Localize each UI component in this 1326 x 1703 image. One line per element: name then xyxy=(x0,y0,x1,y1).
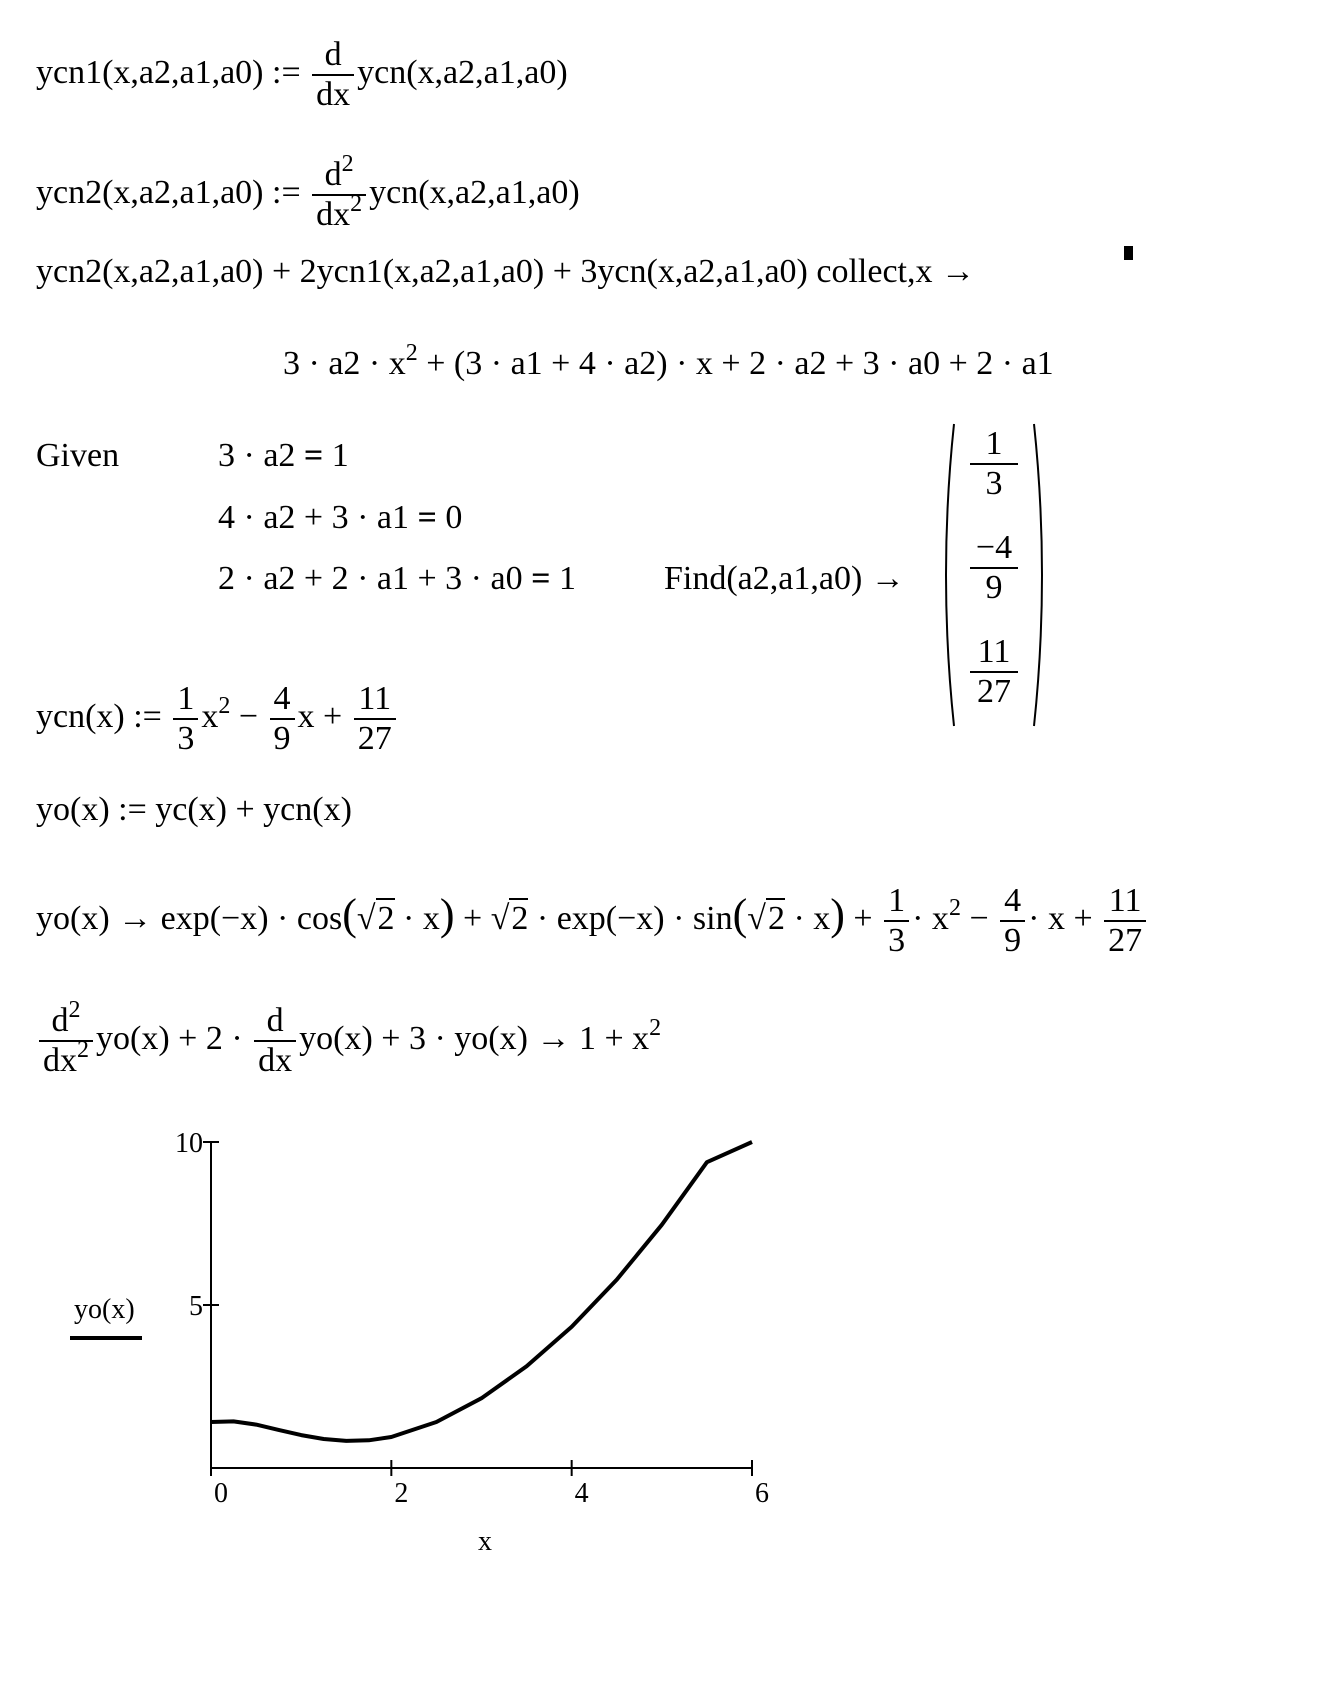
yo-evaluation: yo(x) → exp(−x) · cos(√2 · x) + √2 · exp(−x) · sin(√2 · x) + $\frac{1}{3}$ · $x^2$ − $\frac{4}{9}$ · x + $\frac{11}{27}$ xyxy=(36,882,1149,960)
x-axis-label: x xyxy=(478,1526,492,1557)
series-line-yo xyxy=(211,1142,752,1441)
ycn1-lhs: ycn1(x,a2,a1,a0) := xyxy=(36,53,301,91)
ycn-definition: ycn(x) := $\frac{1}{3}$ $x^2$ − $\frac{4}{9}$ x + $\frac{11}{27}$ xyxy=(36,680,399,758)
derivative-operator: $\frac{d}{dx}$ xyxy=(312,36,354,114)
ycn1-rhs: ycn(x,a2,a1,a0) xyxy=(357,53,568,91)
yo-definition: yo(x) := yc(x) + ycn(x) xyxy=(36,791,352,828)
constraint-2: 4 · a2 + 3 · a1 = 0 xyxy=(218,499,463,536)
ycn2-definition xyxy=(36,151,580,234)
matrix-entry-a1: −4 9 xyxy=(962,529,1026,633)
x-tick-label: 4 xyxy=(574,1478,589,1509)
y-axis-label: yo(x) xyxy=(74,1294,135,1325)
result-matrix xyxy=(962,425,1026,737)
ycn2-rhs: ycn(x,a2,a1,a0) xyxy=(369,173,580,211)
constraint-3: 2 · a2 + 2 · a1 + 3 · a0 = 1 xyxy=(218,560,576,597)
given-label: Given xyxy=(36,437,120,474)
y-tick-label: 10 xyxy=(175,1128,203,1159)
constraint-1: 3 · a2 = 1 xyxy=(218,437,349,474)
collect-result: $3 \cdot a2 \cdot x^2 + (3 \cdot a1 + 4 \cdot a2) \cdot x + 2 \cdot a2 + 3 \cdot a0 + 2 \cdot a1$ xyxy=(283,340,1054,382)
y-tick-label: 5 xyxy=(189,1291,203,1322)
ycn1-definition xyxy=(36,36,568,114)
x-tick-label: 0 xyxy=(214,1478,228,1509)
matrix-entry-a0: 11 27 xyxy=(962,633,1026,737)
cursor-marker xyxy=(1124,246,1133,260)
x-tick-label: 2 xyxy=(394,1478,409,1509)
matrix-entry-a2: 1 3 xyxy=(962,425,1026,529)
yo-plot xyxy=(0,1100,900,1580)
ode-verification: $\frac{d^2}{dx^2}$ yo(x) + 2 · $\frac{d}{dx}$ $yo(x) + 3 \cdot yo(x) \to 1 + x^2$ xyxy=(36,1002,661,1080)
collect-expression: ycn2(x,a2,a1,a0) + 2ycn1(x,a2,a1,a0) + 3ycn(x,a2,a1,a0) collect,x → xyxy=(36,253,975,290)
x-tick-label: 6 xyxy=(755,1478,769,1509)
ycn2-lhs: ycn2(x,a2,a1,a0) := xyxy=(36,173,301,211)
find-call: Find(a2,a1,a0) → xyxy=(664,560,905,597)
second-derivative-operator: $\frac{d^2}{dx^2}$ xyxy=(312,156,366,234)
